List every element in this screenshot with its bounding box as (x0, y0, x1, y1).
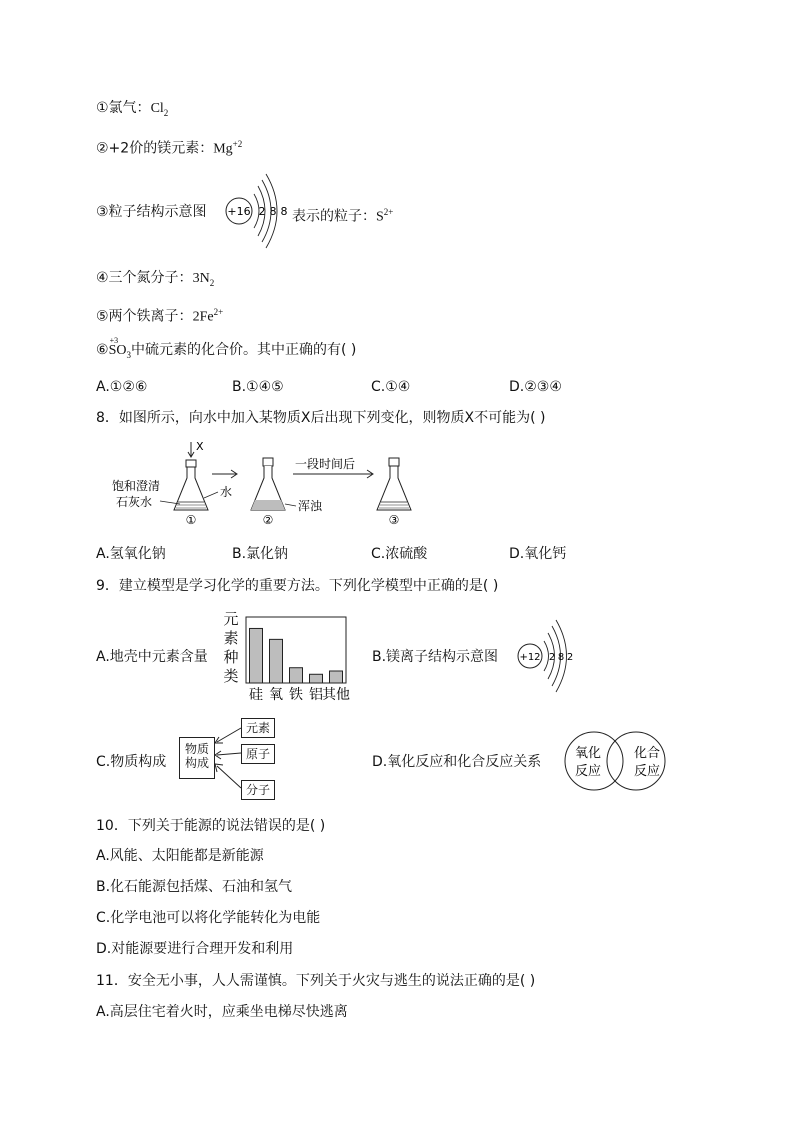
q10-option-b: B.化石能源包括煤、石油和氢气 (96, 879, 293, 895)
fig-limewater-1: 饱和澄清 (112, 479, 161, 493)
item-6-formula: SO (108, 343, 127, 358)
item-5 (96, 302, 223, 328)
q8-stem: 8．如图所示，向水中加入某物质X后出现下列变化，则物质X不可能为( ) (96, 410, 546, 426)
atom-box: 原子 (241, 744, 275, 764)
fig-label-2: ② (262, 513, 274, 527)
item-1-formula: Cl (150, 101, 164, 116)
mg-shell-2: 8 (557, 652, 565, 663)
item-2-formula: Mg (213, 141, 233, 157)
category-label-3: 铝 (309, 687, 323, 703)
q8-option-a: A.氢氧化钠 (96, 546, 166, 562)
item-2-sup: +2 (232, 139, 243, 149)
item-3-label: ③粒子结构示意图 (96, 204, 207, 220)
q10-stem: 10．下列关于能源的说法错误的是( ) (96, 818, 326, 834)
item-4 (96, 268, 214, 293)
item-5-formula: 2Fe (192, 309, 214, 325)
item-6-valence: +3 (109, 336, 119, 345)
q10-option-d: D.对能源要进行合理开发和利用 (96, 941, 294, 957)
fig-later: 一段时间后 (295, 457, 356, 471)
chart-y-label: 元素种类 (223, 610, 239, 685)
bar-1 (270, 639, 283, 683)
venn-diagram (562, 730, 672, 792)
venn-left-2: 反应 (574, 764, 602, 779)
item-2 (96, 134, 242, 160)
item-2-label: ②+2价的镁元素： (96, 140, 214, 157)
venn-left-1: 氧化 (574, 746, 602, 761)
item-1 (96, 98, 168, 123)
fig-label-3: ③ (388, 513, 400, 527)
q8-option-d: D.氧化钙 (509, 546, 567, 562)
q9-bar-chart (240, 615, 352, 705)
q9-stem: 9．建立模型是学习化学的重要方法。下列化学模型中正确的是( ) (96, 578, 499, 594)
item-6 (96, 336, 357, 365)
item-4-sub: 2 (209, 277, 215, 288)
category-label-0: 硅 (249, 687, 263, 703)
q9-b-label: B.镁离子结构示意图 (372, 649, 499, 665)
matter-arrows (214, 722, 242, 802)
bar-0 (250, 628, 263, 683)
shell-2: 8 (269, 205, 277, 218)
item-4-label: ④三个氮分子： (96, 270, 193, 286)
item-3-formula: S (376, 209, 384, 225)
item-3-sup: 2+ (383, 207, 394, 217)
venn-right-2: 反应 (633, 764, 661, 779)
matter-box: 物质 构成 (179, 737, 215, 779)
category-label-1: 氧 (269, 687, 283, 703)
q7-option-a: A.①②⑥ (96, 379, 148, 395)
q7-option-d: D.②③④ (509, 379, 562, 395)
item-6-label: ⑥ (96, 342, 109, 358)
mg-shell-3: 2 (566, 652, 574, 663)
fig-limewater-2: 石灰水 (116, 495, 153, 509)
item-4-formula: 3N (192, 271, 210, 286)
sulfur-atom-diagram (222, 168, 290, 252)
q7-option-c: C.①④ (371, 379, 411, 395)
bar-4 (330, 671, 343, 683)
q11-option-a: A.高层住宅着火时，应乘坐电梯尽快逃离 (96, 1004, 348, 1020)
item-6-tail: 中硫元素的化合价。其中正确的有( ) (130, 342, 357, 358)
fig-turbid: 浑浊 (298, 499, 323, 513)
category-label-2: 铁 (289, 687, 303, 703)
mg-shell-1: 2 (548, 652, 556, 663)
q9-a-label: A.地壳中元素含量 (96, 649, 208, 665)
q11-stem: 11．安全无小事，人人需谨慎。下列关于火灾与逃生的说法正确的是( ) (96, 973, 536, 989)
shell-1: 2 (258, 205, 266, 218)
bar-2 (290, 668, 303, 683)
item-1-label: ①氯气： (96, 100, 151, 116)
item-6-sub: 3 (126, 349, 131, 360)
shell-3: 8 (280, 205, 288, 218)
mg-nucleus: +12 (519, 652, 541, 663)
fig-x: X (196, 440, 204, 453)
element-box: 元素 (241, 718, 275, 738)
q9-c-label: C.物质构成 (96, 754, 167, 770)
q8-experiment-figure (110, 438, 430, 530)
venn-right-1: 化合 (633, 746, 661, 761)
category-label-4: 其他 (322, 687, 350, 703)
molecule-box: 分子 (241, 780, 275, 800)
nucleus-charge: +16 (227, 205, 251, 218)
fig-label-1: ① (185, 513, 197, 527)
q10-option-c: C.化学电池可以将化学能转化为电能 (96, 910, 321, 926)
q8-option-c: C.浓硫酸 (371, 546, 428, 562)
item-3-tail: 表示的粒子：$S^{2+}$ (292, 207, 394, 225)
item-5-sup: 2+ (213, 307, 224, 317)
magnesium-ion-diagram (514, 616, 580, 696)
bar-3 (310, 674, 323, 683)
item-1-sub: 2 (163, 107, 169, 118)
q7-option-b: B.①④⑤ (232, 379, 284, 395)
item-5-label: ⑤两个铁离子： (96, 308, 193, 325)
q8-option-b: B.氯化钠 (232, 546, 289, 562)
q10-option-a: A.风能、太阳能都是新能源 (96, 848, 264, 864)
q9-d-label: D.氧化反应和化合反应关系 (372, 754, 542, 770)
fig-water: 水 (220, 485, 233, 499)
